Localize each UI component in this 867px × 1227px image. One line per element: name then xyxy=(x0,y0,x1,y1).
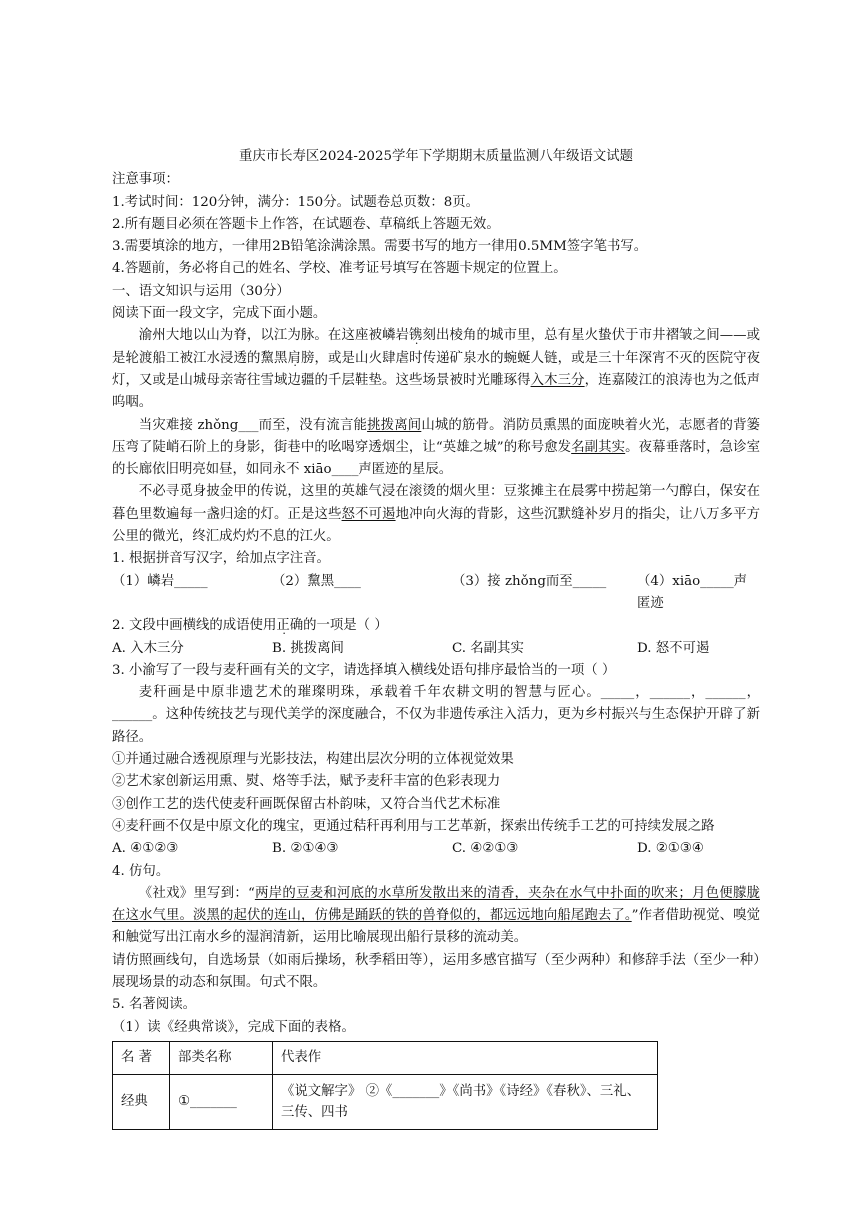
choice-option: B. 挑拨离间 xyxy=(272,640,344,656)
section-intro: 阅读下面一段文字，完成下面小题。 xyxy=(112,306,327,322)
dotted-char: 黧 . xyxy=(261,351,275,366)
table-header: 部类名称 xyxy=(170,1041,273,1074)
question-5-stem: 5. 名著阅读。 xyxy=(112,997,196,1013)
notice-item: 2.所有题目必须在答题卡上作答，在试题卷、草稿纸上答题无效。 xyxy=(112,216,500,232)
question-4-quote xyxy=(112,883,760,950)
underlined-quote: 两岸的豆麦和河底的水草所发散出来的清香，夹杂在水气中扑面的吹来；月色便朦胧在这水气里。淡黑的起伏的连山，仿佛是踊跃的铁的兽脊似的，都远远地向船尾跑去了。 xyxy=(112,885,760,924)
underlined-idiom: 名副其实 xyxy=(571,439,626,455)
choice-option: B. ②①④③ xyxy=(272,841,339,857)
text: ”作者借助视觉、嗅觉和触觉写出江南水乡的湿润清新，运用比喻展现出船行景移的流动美。 xyxy=(112,908,760,946)
text: ，连嘉陵江的浪涛也为之低声呜咽。 xyxy=(112,372,761,411)
question-3-sentence: ②艺术家创新运用熏、熨、烙等手法，赋予麦秆丰富的色彩表现力 xyxy=(112,774,501,790)
text: 2. 文段中画横线的成语使用 xyxy=(112,618,277,634)
page-title: 重庆市长寿区2024-2025学年下学期期末质量监测八年级语文试题 xyxy=(238,149,634,164)
blank-item: （4）xiāo_____声匿迹 xyxy=(637,573,748,611)
question-3-stem: 3. 小渝写了一段与麦秆画有关的文字，请选择填入横线处语句排序最恰当的一项（ ） xyxy=(112,662,616,678)
text: 不必寻觅身披金甲的传说，这里的英雄气浸在滚烫的烟火里：豆浆摊主在晨雾中捞起第一勺醇白，保安在暮色里数遍每一盏归途的灯。正是这些 xyxy=(112,484,760,522)
notice-item: 1.考试时间：120分钟，满分：150分。试题卷总页数：8页。 xyxy=(112,194,480,210)
choice-option: C. ④②①③ xyxy=(452,841,519,857)
classics-table xyxy=(112,1041,658,1130)
blank-item: （3）接 zhǒng而至_____ xyxy=(452,573,607,589)
choice-option: A. ④①②③ xyxy=(112,841,179,857)
notice-item: 4.答题前，务必将自己的姓名、学校、准考证号填写在答题卡规定的位置上。 xyxy=(112,261,567,277)
question-3-options xyxy=(112,838,760,860)
text: 当灾难接 zhǒng___而至，没有流言能 xyxy=(138,417,368,433)
text: 渝州大地以山为脊，以江为脉。在这座被 xyxy=(138,328,382,344)
blank-item: （1）嶙岩_____ xyxy=(112,573,208,589)
question-4-task: 请仿照画线句，自选场景（如雨后操场，秋季稻田等），运用多感官描写（至少两种）和修辞手法（至少一种）展现场景的动态和氛围。句式不限。 xyxy=(112,952,760,990)
question-2-options xyxy=(112,638,760,660)
choice-option: D. 怒不可遏 xyxy=(637,640,710,656)
notice-item: 3.需要填涂的地方，一律用2B铅笔涂满涂黑。需要书写的地方一律用0.5MM签字笔书写。 xyxy=(112,239,648,255)
choice-option: A. 入木三分 xyxy=(112,640,184,656)
table-cell-blank: ①_______ xyxy=(170,1074,273,1129)
text: 岩镌刻出棱角的城市里，总有星火蛰伏于市井褶皱之间——或是轮渡船工被江水浸透的 xyxy=(112,328,761,366)
question-1-options xyxy=(112,571,760,616)
table-row xyxy=(113,1074,658,1129)
section-heading: 一、语文知识与运用（30分） xyxy=(112,283,290,299)
question-4-stem: 4. 仿句。 xyxy=(112,863,170,879)
dotted-char: 嶙 . xyxy=(382,328,396,343)
choice-option: D. ②①③④ xyxy=(637,841,704,857)
blank-item: （2）黧黑____ xyxy=(272,573,361,589)
table-header: 代表作 xyxy=(273,1041,658,1074)
passage-paragraph-2 xyxy=(112,415,760,482)
text: 确的一项是（ ） xyxy=(289,618,388,634)
underlined-idiom: 入木三分 xyxy=(530,372,585,388)
passage-paragraph-3 xyxy=(112,481,760,548)
passage-paragraph-1 xyxy=(112,325,760,414)
question-3-sentence: ④麦秆画不仅是中原文化的瑰宝，更通过秸秆再利用与工艺革新，探索出传统手工艺的可持续发展之路 xyxy=(112,818,715,834)
question-2-stem xyxy=(112,615,760,637)
dotted-char: 正 xyxy=(276,618,290,634)
text: 。夜幕垂落时，急诊室的长廊依旧明亮如昼，如同永不 xiāo____声匿迹的星辰。 xyxy=(112,439,761,478)
table-cell: 《说文解字》 ②《_______》《尚书》《诗经》《春秋》、三礼、三传、四书 xyxy=(273,1074,658,1129)
underlined-idiom: 挑拨离间 xyxy=(367,417,422,433)
question-3-sentence: ③创作工艺的迭代使麦秆画既保留古朴韵味，又符合当代艺术标准 xyxy=(112,796,501,812)
text: 山城的筋骨。消防员熏黑的面庞映着火光，志愿者的背篓压弯了陡峭石阶上的身影，街巷中的吆喝穿透烟尘，让“英雄之城”的称号愈发 xyxy=(112,417,761,455)
table-header: 名 著 xyxy=(113,1041,170,1074)
text: 《社戏》里写到：“ xyxy=(138,885,255,901)
text: 地冲向火海的背影，这些沉默缝补岁月的指尖，让八万多平方公里的微光，终汇成灼灼不息的江火。 xyxy=(112,506,761,545)
table-cell: 经典 xyxy=(113,1074,170,1129)
notice-heading: 注意事项： xyxy=(112,172,179,188)
question-3-paragraph: 麦秆画是中原非遗艺术的璀璨明珠，承载着千年农耕文明的智慧与匠心。_____，______，______，______。这种传统技艺与现代美学的深度融合，不仅为非遗传承注入活力，更为乡村振兴与生态保护开辟了新路径。 xyxy=(112,685,760,745)
question-3-sentence: ①并通过融合透视原理与光影技法，构建出层次分明的立体视觉效果 xyxy=(112,752,514,768)
table-header-row xyxy=(113,1041,658,1074)
text: 黑肩膀，或是山火肆虐时传递矿泉水的蜿蜒人链，或是三十年深宵不灭的医院守夜灯，又或是山城母亲寄往雪域边疆的千层鞋垫。这些场景被时光雕琢得 xyxy=(112,350,761,388)
question-5-subquestion: （1）读《经典常谈》，完成下面的表格。 xyxy=(112,1019,355,1035)
exam-page xyxy=(112,146,760,1130)
question-1-stem: 1. 根据拼音写汉字，给加点字注音。 xyxy=(112,551,330,567)
underlined-idiom: 怒不可遏 xyxy=(341,506,396,522)
choice-option: C. 名副其实 xyxy=(452,640,524,656)
